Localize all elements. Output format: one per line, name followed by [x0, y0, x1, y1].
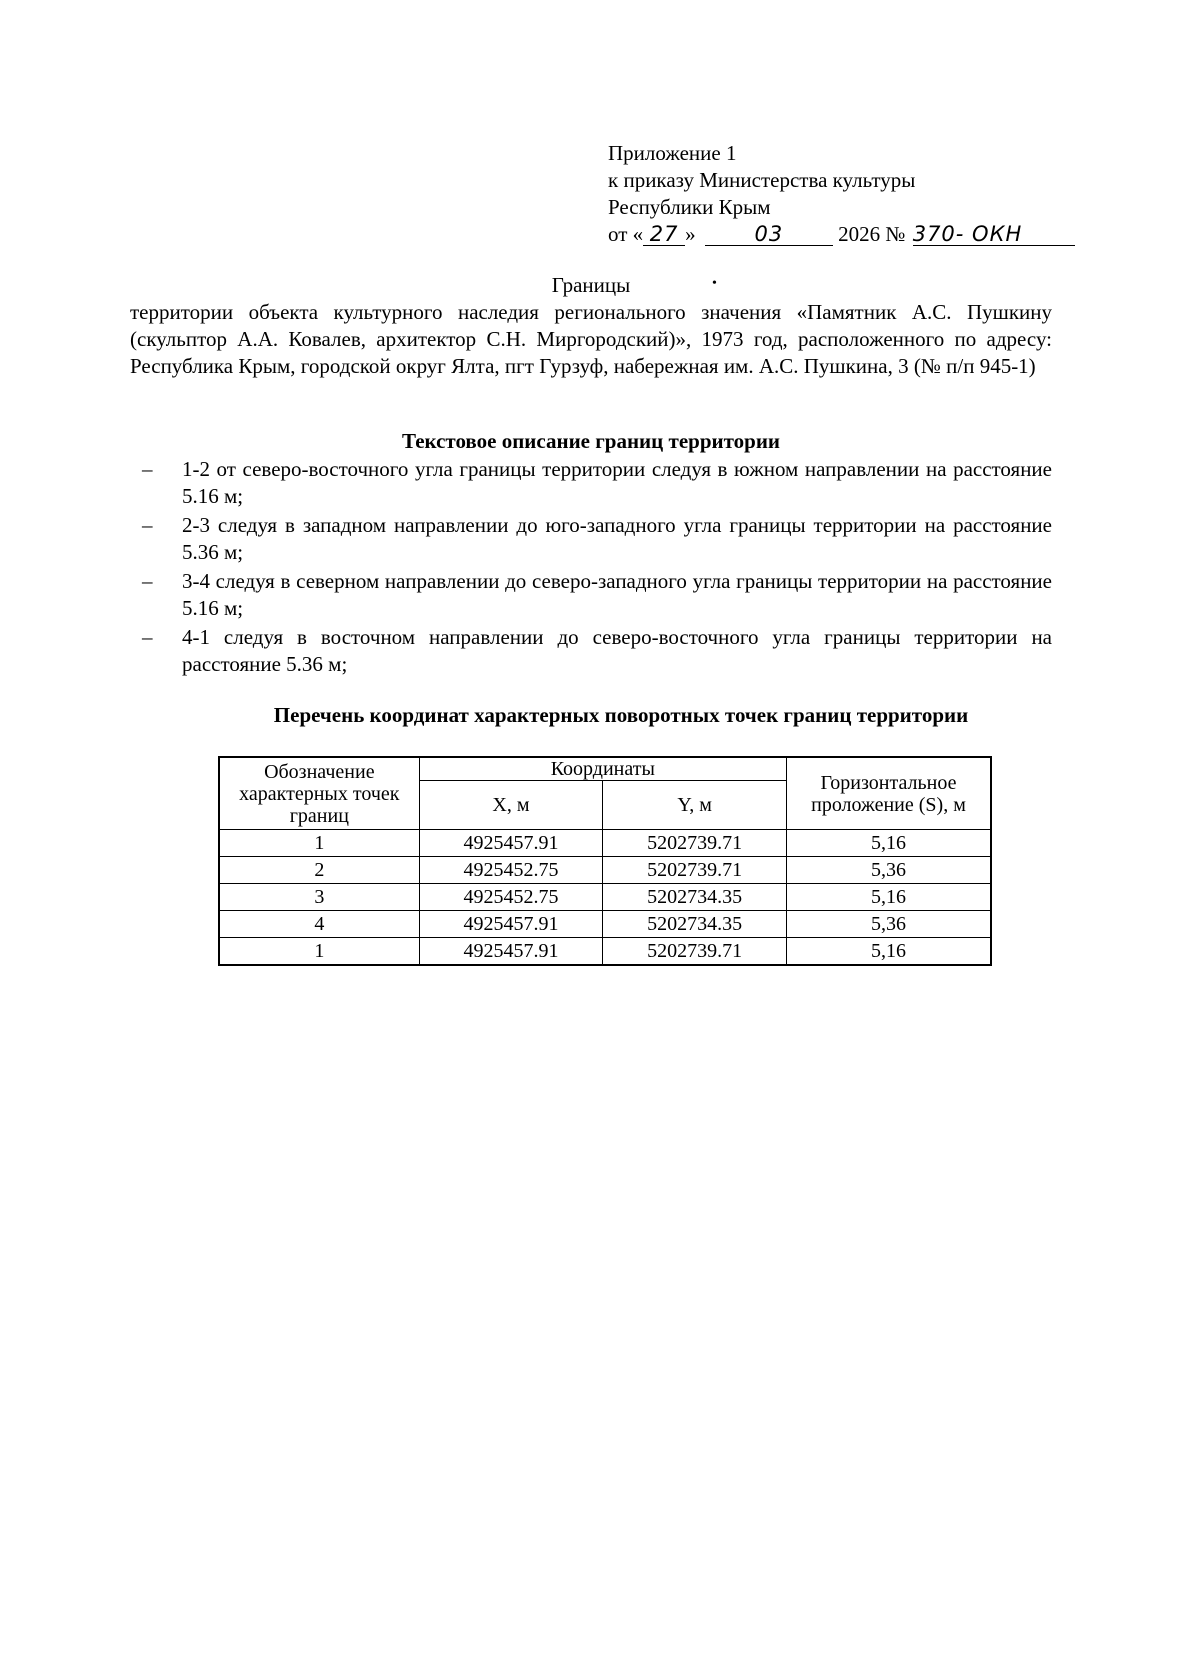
appendix-line-2: к приказу Министерства культуры	[608, 168, 916, 192]
boundary-description-list	[130, 456, 1052, 680]
cell-point: 2	[219, 857, 419, 884]
header-x: X, м	[419, 781, 603, 830]
header-horizontal-distance: Горизонтальное проложение (S), м	[786, 757, 991, 830]
cell-point: 4	[219, 911, 419, 938]
list-item	[130, 624, 1052, 678]
header-y: Y, м	[603, 781, 787, 830]
appendix-line-3: Республики Крым	[608, 195, 771, 219]
coordinates-table	[218, 756, 992, 966]
table-row	[219, 911, 991, 938]
document-title: Границы	[551, 273, 631, 297]
handwritten-day: 27	[643, 223, 685, 246]
cell-s: 5,16	[786, 884, 991, 911]
table-row	[219, 884, 991, 911]
appendix-date-line	[608, 221, 1075, 248]
cell-x: 4925457.91	[419, 938, 603, 966]
table-title: Перечень координат характерных поворотных точек границ территории	[273, 703, 969, 727]
list-item-text: 4-1 следуя в восточном направлении до северо-восточного угла границы территории на расстояние 5.36 м;	[182, 625, 1052, 676]
cell-s: 5,36	[786, 857, 991, 884]
header-point: Обозначение характерных точек границ	[219, 757, 419, 830]
dash-bullet: –	[142, 625, 153, 649]
cell-point: 1	[219, 938, 419, 966]
date-mid: »	[685, 222, 696, 246]
date-prefix: от «	[608, 222, 644, 246]
handwritten-order-number: 370- ОКН	[913, 223, 1075, 246]
handwritten-month: 03	[705, 223, 833, 246]
dash-bullet: –	[142, 457, 153, 481]
cell-y: 5202734.35	[603, 884, 787, 911]
cell-y: 5202739.71	[603, 938, 787, 966]
table-row	[219, 857, 991, 884]
list-item	[130, 512, 1052, 566]
year-number-label: 2026 №	[838, 222, 906, 246]
cell-y: 5202739.71	[603, 857, 787, 884]
cell-s: 5,16	[786, 938, 991, 966]
list-item	[130, 568, 1052, 622]
header-coordinates: Координаты	[419, 757, 786, 781]
list-item	[130, 456, 1052, 510]
dash-bullet: –	[142, 569, 153, 593]
cell-s: 5,16	[786, 830, 991, 857]
appendix-line-1: Приложение 1	[608, 141, 737, 165]
cell-x: 4925457.91	[419, 830, 603, 857]
cell-point: 3	[219, 884, 419, 911]
cell-y: 5202734.35	[603, 911, 787, 938]
list-item-text: 3-4 следуя в северном направлении до северо-западного угла границы территории на расстояние 5.16 м;	[182, 569, 1052, 620]
cell-y: 5202739.71	[603, 830, 787, 857]
list-item-text: 2-3 следуя в западном направлении до юго-западного угла границы территории на расстояние 5.36 м;	[182, 513, 1052, 564]
appendix-header	[608, 140, 1075, 248]
section-title-text-description: Текстовое описание границ территории	[401, 429, 781, 453]
list-item-text: 1-2 от северо-восточного угла границы территории следуя в южном направлении на расстояние 5.16 м;	[182, 457, 1052, 508]
cell-x: 4925457.91	[419, 911, 603, 938]
cell-s: 5,36	[786, 911, 991, 938]
cell-point: 1	[219, 830, 419, 857]
dash-bullet: –	[142, 513, 153, 537]
stray-dot-mark: •	[712, 276, 717, 291]
table-row	[219, 830, 991, 857]
cell-x: 4925452.75	[419, 857, 603, 884]
object-description: территории объекта культурного наследия регионального значения «Памятник А.С. Пушкину (скульптор А.А. Ковалев, архитектор С.Н. Миргородский)», 1973 год, расположенного по адресу: Республика Крым, городской округ Ялта, пгт Гурзуф, набережная им. А.С. Пушкина, 3 (№ п/п 945-1)	[130, 300, 1052, 378]
table-row	[219, 938, 991, 966]
cell-x: 4925452.75	[419, 884, 603, 911]
